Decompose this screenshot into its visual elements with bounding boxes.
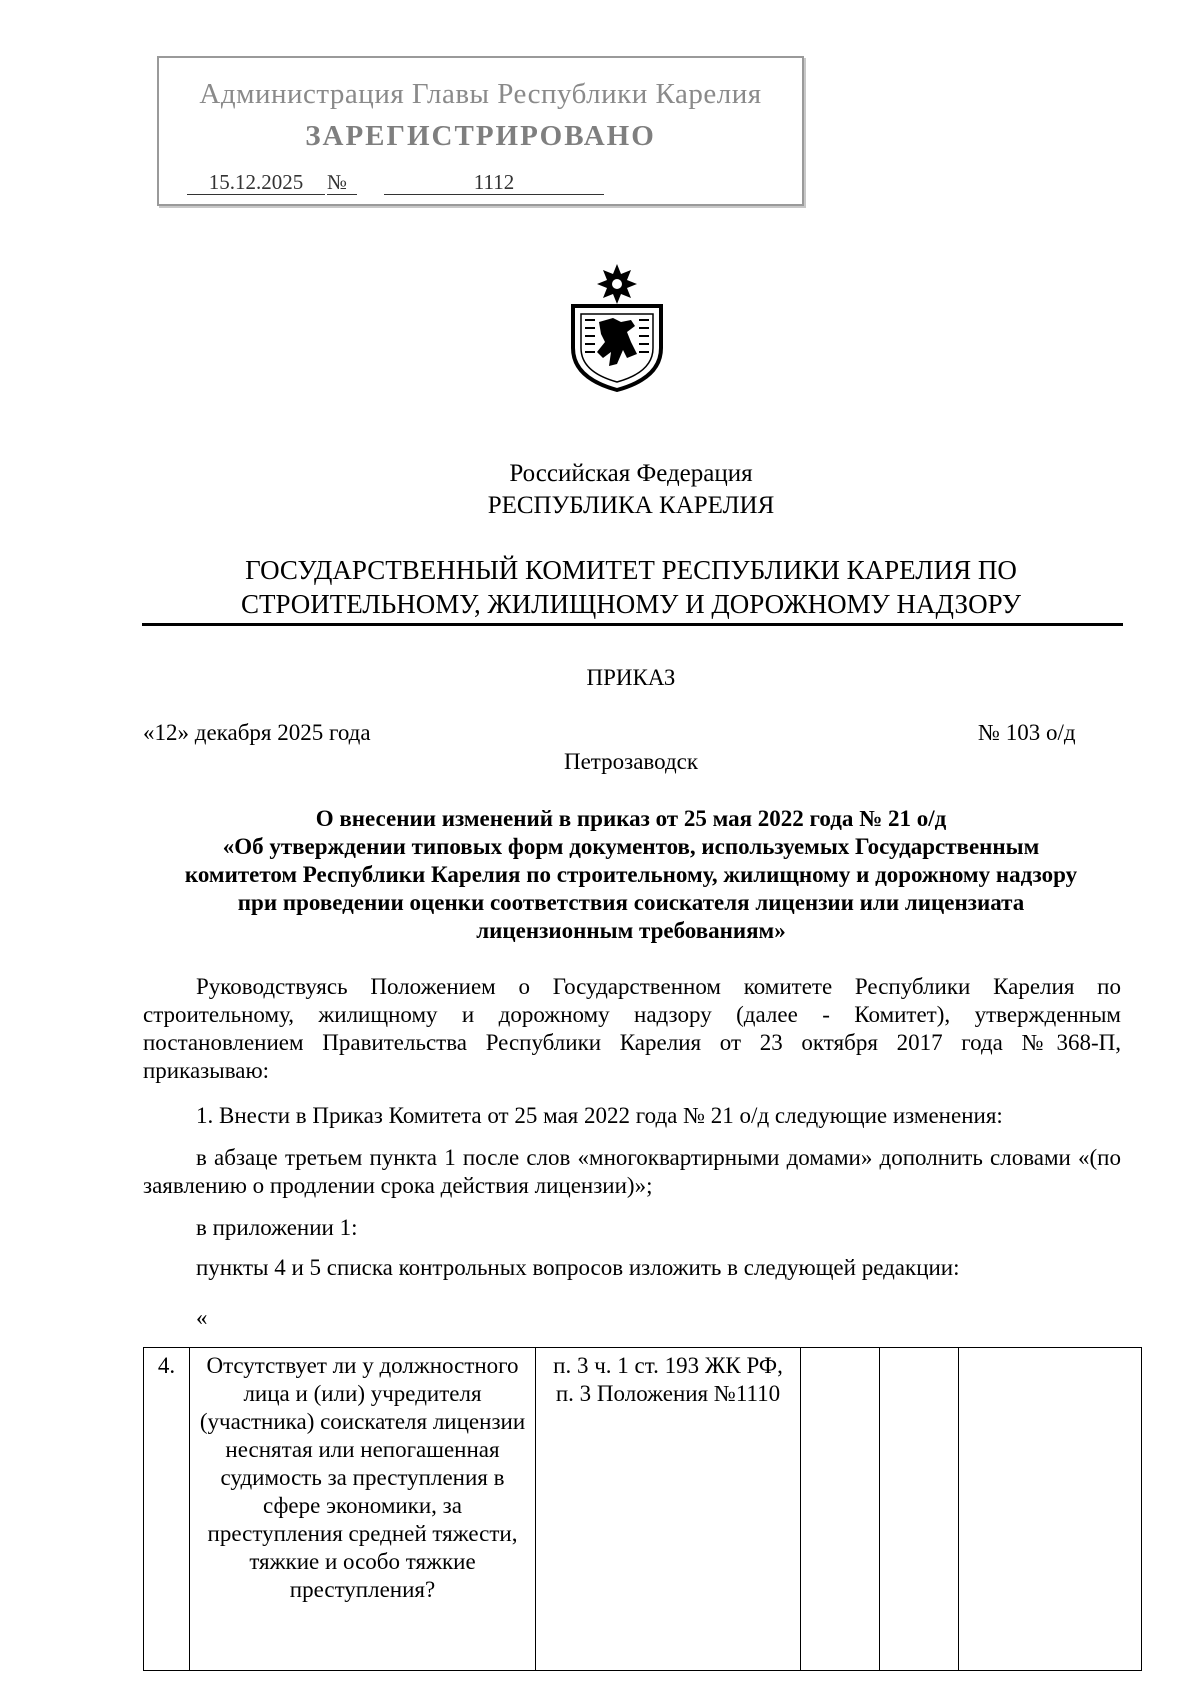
committee-name — [0, 553, 1200, 621]
paragraph-points-4-5: пункты 4 и 5 списка контрольных вопросов изложить в следующей редакции: — [196, 1255, 960, 1280]
paragraph-basis: Руководствуясь Положением о Государственном комитете Республики Карелия по строительному, жилищному и дорожному надзору (далее - Комитет), утвержденным постановлением Правительства Республики Карелия от 23 октября 2017 года №368-П, приказываю: — [143, 974, 1121, 1083]
stamp-organization: Администрация Главы Республики Карелия — [199, 78, 762, 110]
row-reference: п. 3 ч. 1 ст. 193 ЖК РФ, п. 3 Положения №1110 — [536, 1348, 801, 1671]
title-line5: лицензионным требованиям» — [476, 918, 786, 943]
stamp-registered-label: ЗАРЕГИСТРИРОВАНО — [305, 120, 656, 152]
republic-name: РЕСПУБЛИКА КАРЕЛИЯ — [487, 492, 775, 519]
karelia-coat-of-arms-icon — [565, 262, 670, 392]
table-row — [144, 1348, 1142, 1671]
row-cell-4 — [801, 1348, 880, 1671]
country-name: Российская Федерация — [509, 460, 753, 487]
order-city: Петрозаводск — [563, 749, 699, 774]
registration-stamp — [157, 56, 804, 206]
control-questions-table — [143, 1347, 1142, 1671]
title-line1: О внесении изменений в приказ от 25 мая 2022 года № 21 о/д — [315, 806, 947, 831]
title-line4: при проведении оценки соответствия соискателя лицензии или лицензиата — [237, 890, 1025, 915]
row-cell-6 — [959, 1348, 1142, 1671]
paragraph-amendment-1: в абзаце третьем пункта 1 после слов «многоквартирными домами» дополнить словами «(по заявлению о продлении срока действия лицензии)»; — [143, 1145, 1121, 1198]
title-line3: комитетом Республики Карелия по строительному, жилищному и дорожному надзору — [184, 862, 1078, 887]
order-number: № 103 о/д — [978, 720, 1076, 745]
row-question: Отсутствует ли у должностного лица и (или) учредителя (участника) соискателя лицензии неснятая или непогашенная судимость за преступления в сфере экономики, за преступления средней тяжести, тяжкие и особо тяжкие преступления? — [190, 1348, 536, 1671]
title-line2: «Об утверждении типовых форм документов, используемых Государственным — [222, 834, 1040, 859]
row-cell-5 — [880, 1348, 959, 1671]
order-date: «12» декабря 2025 года — [143, 720, 371, 745]
committee-line2: СТРОИТЕЛЬНОМУ, ЖИЛИЩНОМУ И ДОРОЖНОМУ НАДЗОРУ — [240, 589, 1022, 619]
order-title — [140, 805, 1122, 945]
stamp-date: 15.12.2025 — [187, 170, 325, 195]
stamp-number: 1112 — [384, 170, 604, 195]
committee-line1: ГОСУДАРСТВЕННЫЙ КОМИТЕТ РЕСПУБЛИКИ КАРЕЛИЯ ПО — [245, 555, 1017, 585]
opening-quote: « — [196, 1305, 208, 1330]
paragraph-appendix-1: в приложении 1: — [196, 1215, 358, 1240]
row-number: 4. — [144, 1348, 190, 1671]
stamp-number-label: № — [327, 170, 357, 195]
header-divider — [142, 623, 1123, 626]
paragraph-item-1: 1. Внести в Приказ Комитета от 25 мая 2022 года № 21 о/д следующие изменения: — [196, 1103, 1003, 1128]
document-type: ПРИКАЗ — [586, 665, 676, 690]
